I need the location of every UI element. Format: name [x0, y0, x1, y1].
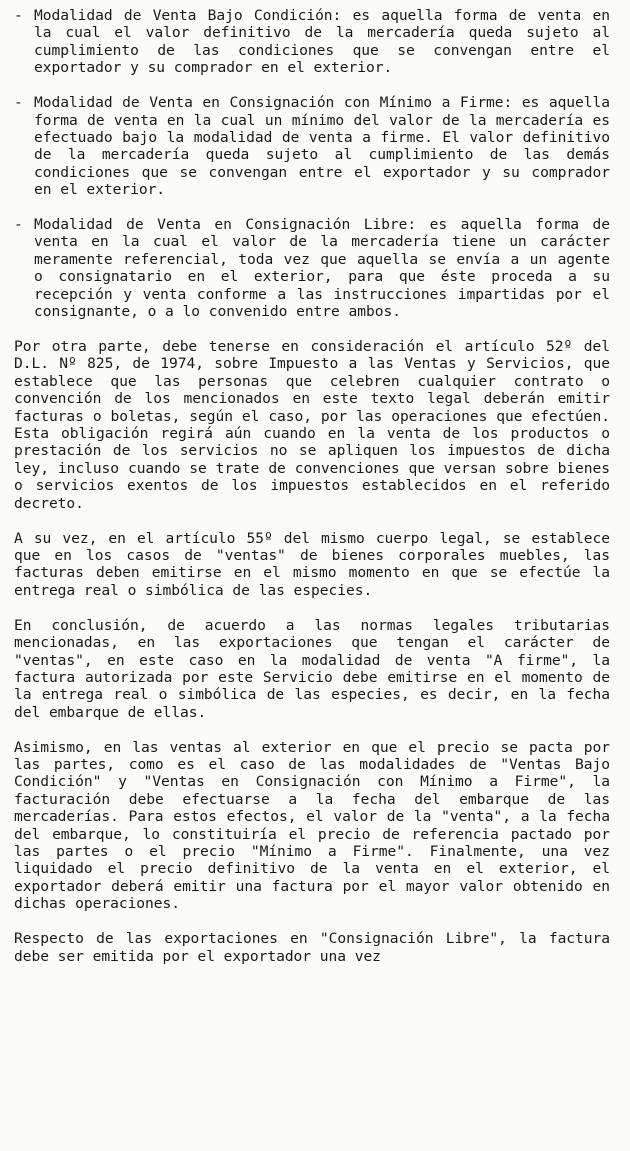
list-item-consignacion-minimo-firme [14, 94, 610, 198]
list-item-text: Modalidad de Venta Bajo Condición: es aquella forma de venta en la cual el valor definitivo de la mercadería queda sujeto al cumplimiento de las condiciones que se convengan entre el exportador y su comprador en el exterior. [34, 7, 610, 77]
paragraph-asimismo: Asimismo, en las ventas al exterior en que el precio se pacta por las partes, como es el caso de las modalidades de "Ventas Bajo Condición" y "Ventas en Consignación con Mínimo a Firme", la facturación debe efectuarse a la fecha del embarque de las mercaderías. Para estos efectos, el valor de la "venta", a la fecha del embarque, lo constituiría el precio de referencia pactado por las partes o el precio "Mínimo a Firme". Finalmente, una vez liquidado el precio definitivo de la venta en el exterior, el exportador deberá emitir una factura por el mayor valor obtenido en dichas operaciones. [14, 738, 610, 913]
paragraph-conclusion: En conclusión, de acuerdo a las normas legales tributarias mencionadas, en las exportaciones que tengan el carácter de "ventas", en este caso en la modalidad de venta "A firme", la factura autorizada por este Servicio debe emitirse en el momento de la entrega real o simbólica de las especies, es decir, en la fecha del embarque de ellas. [14, 616, 610, 721]
paragraph-articulo-55: A su vez, en el artículo 55º del mismo cuerpo legal, se establece que en los casos de "ventas" de bienes corporales muebles, las facturas deben emitirse en el mismo momento en que se efectúe la entrega real o simbólica de las especies. [14, 529, 610, 599]
list-bullet: - [14, 94, 23, 112]
list-item-consignacion-libre [14, 216, 610, 320]
list-item-text: Modalidad de Venta en Consignación con Mínimo a Firme: es aquella forma de venta en la cual un mínimo del valor de la mercadería es efectuado bajo la modalidad de venta a firme. El valor definitivo de la mercadería queda sujeto al cumplimiento de las demás condiciones que se convengan entre el exportador y su comprador en el exterior. [34, 94, 610, 199]
list-item-venta-bajo-condicion [14, 7, 610, 77]
list-bullet: - [14, 7, 23, 24]
list-bullet: - [14, 216, 23, 234]
document-body [14, 7, 610, 983]
list-item-text: Modalidad de Venta en Consignación Libre: es aquella forma de venta en la cual el valor de la mercadería tiene un carácter meramente referencial, toda vez que aquella se envía a un agente o consignatario en el exterior, para que éste proceda a su recepción y venta conforme a las instrucciones impartidas por el consignante, o a lo convenido entre ambos. [34, 216, 610, 321]
paragraph-articulo-52: Por otra parte, debe tenerse en consideración el artículo 52º del D.L. Nº 825, de 1974, sobre Impuesto a las Ventas y Servicios, que establece que las personas que celebren cualquier contrato o convención de los mencionados en este texto legal deberán emitir facturas o boletas, según el caso, por las operaciones que efectúen. Esta obligación regirá aún cuando en la venta de los productos o prestación de los servicios no se apliquen los impuestos de dicha ley, incluso cuando se trate de convenciones que versan sobre bienes o servicios exentos de los impuestos establecidos en el referido decreto. [14, 338, 610, 512]
paragraph-consignacion-libre: Respecto de las exportaciones en "Consignación Libre", la factura debe ser emitida por el exportador una vez [14, 930, 610, 965]
